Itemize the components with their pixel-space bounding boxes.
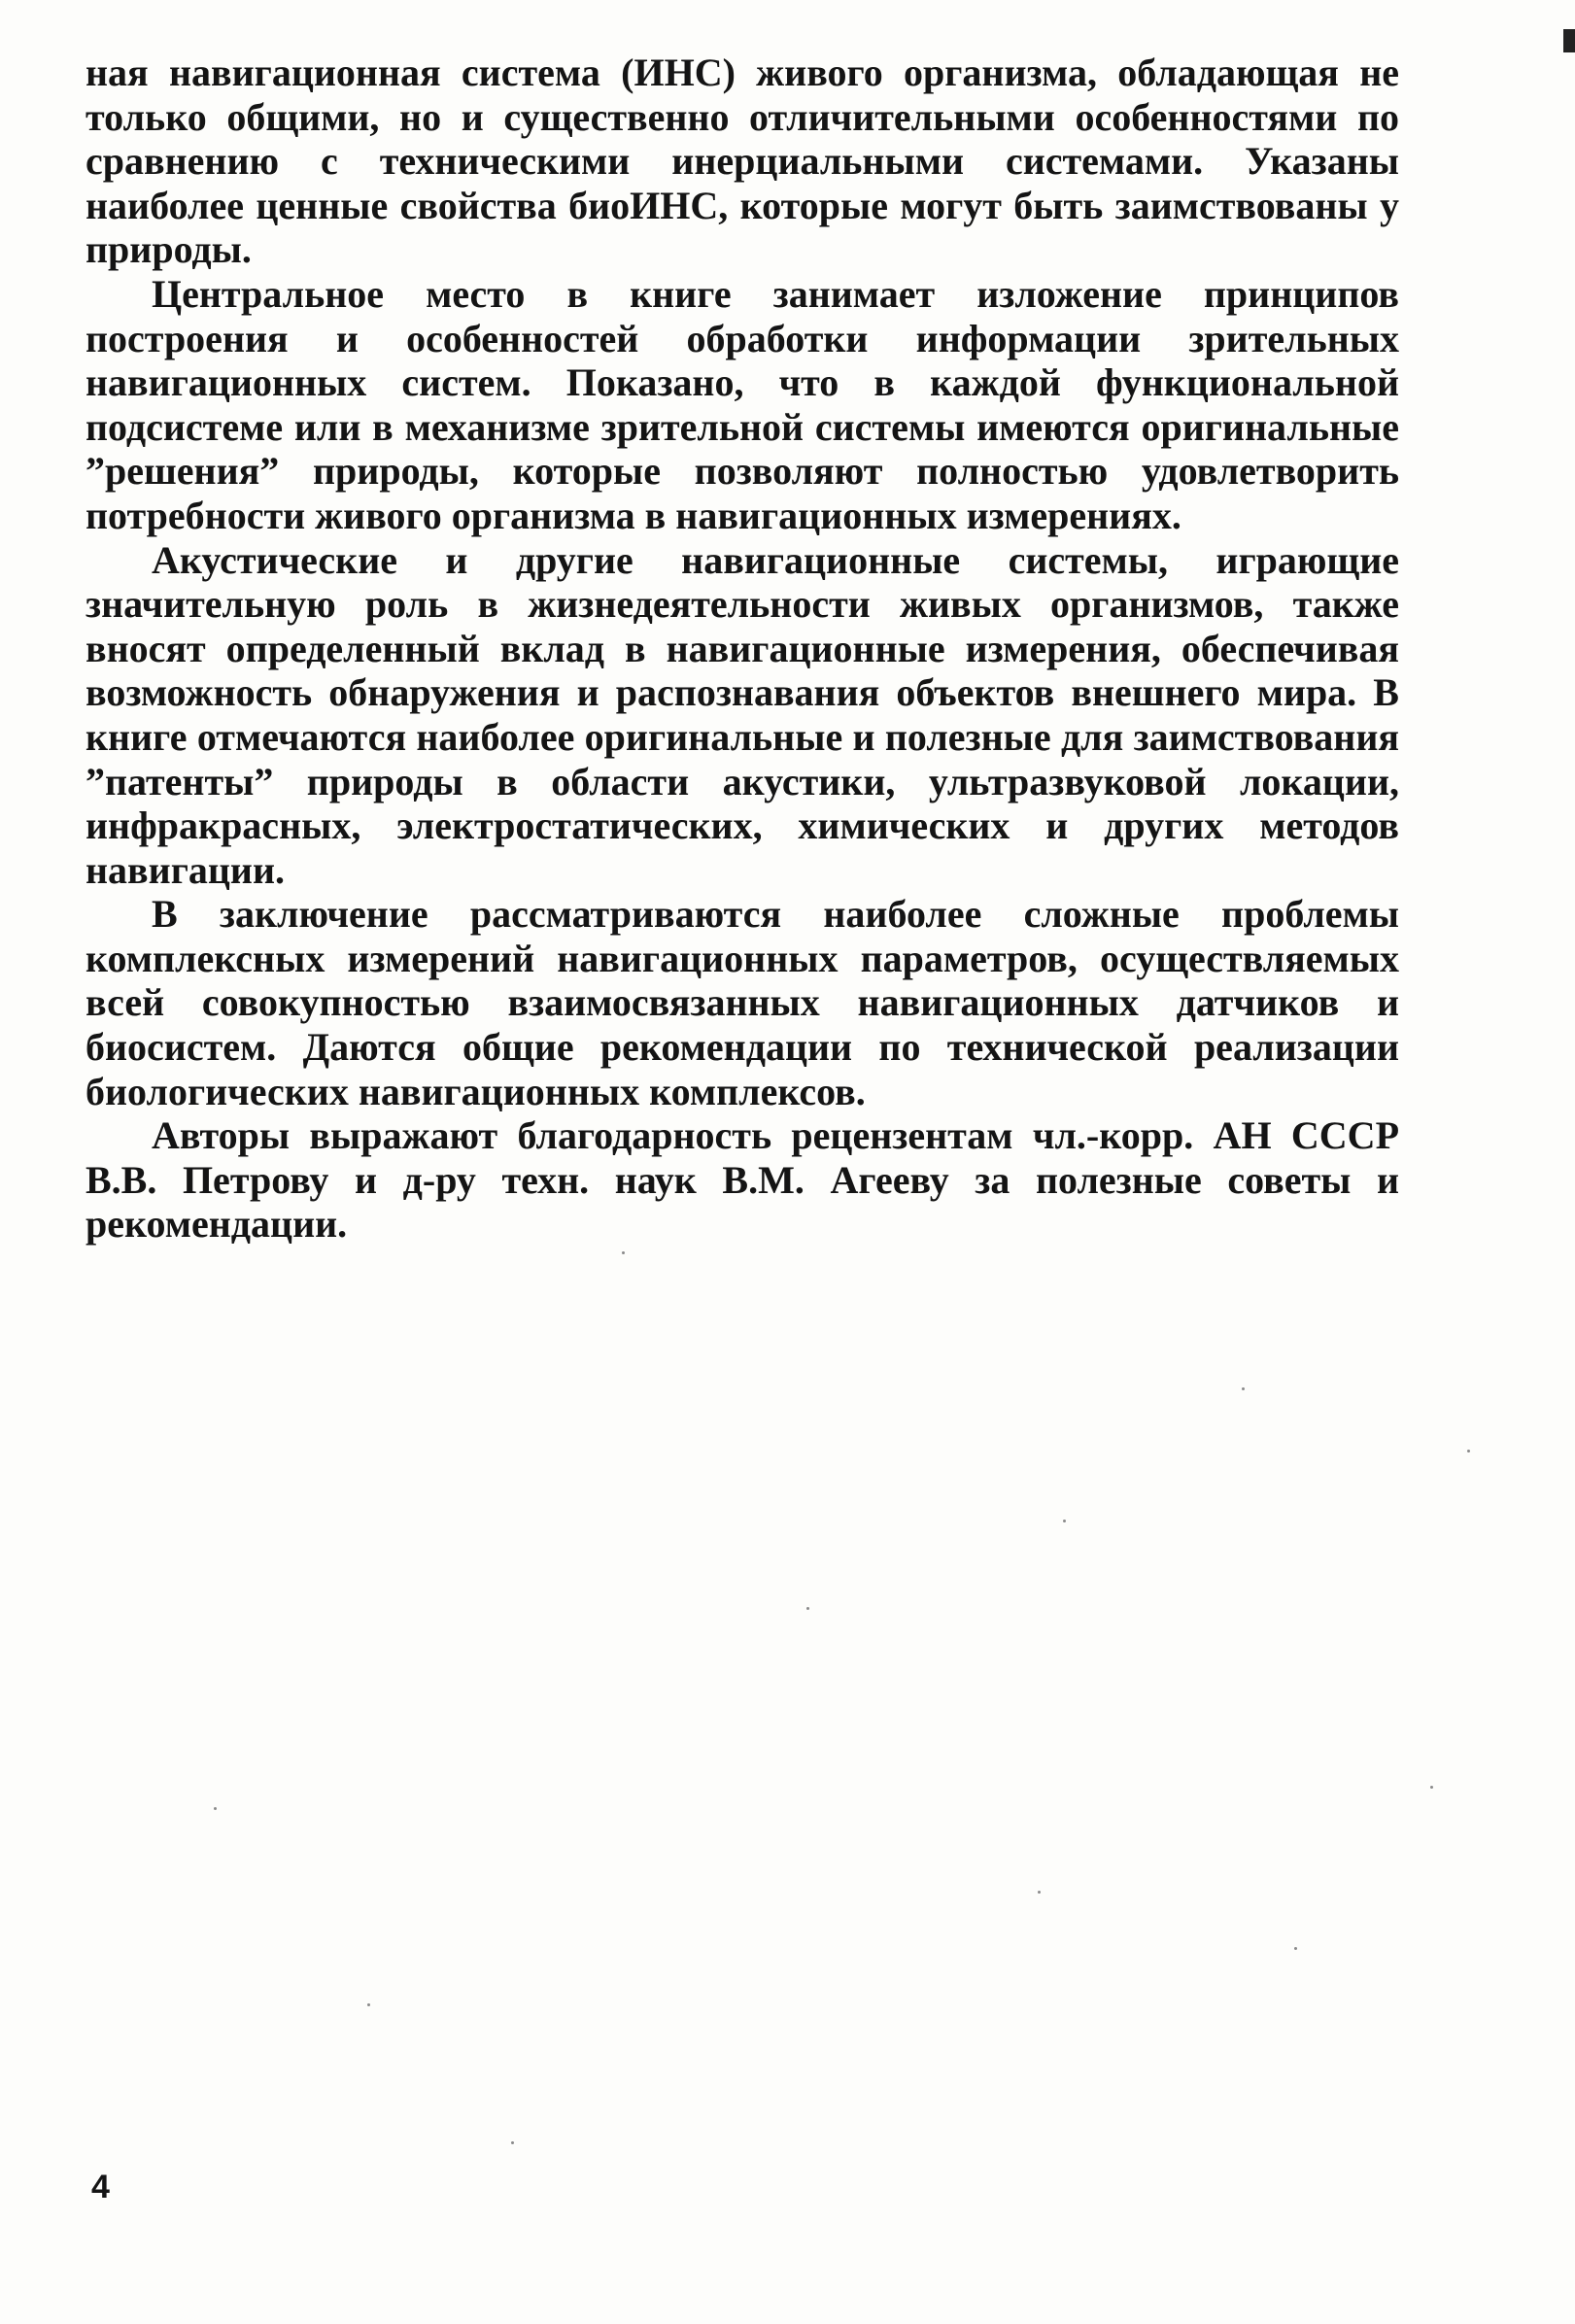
scan-speck: [1038, 1891, 1041, 1894]
scan-speck: [511, 2141, 514, 2144]
scan-speck: [1063, 1520, 1066, 1522]
paragraph-continuation: ная навигационная система (ИНС) живого организма, обладающая не только общими, но и существенно отличительными особенностями по сравнению с техническими инерциальными системами. Указаны наиболее ценные свойства биоИНС, которые могут быть заимствованы у природы.: [86, 51, 1399, 272]
scan-speck: [1294, 1947, 1297, 1950]
body-text: [86, 51, 1399, 1247]
scan-speck: [214, 1807, 217, 1810]
paragraph-conclusion: В заключение рассматриваются наиболее сложные проблемы комплексных измерений навигационных параметров, осуществляемых всей совокупностью взаимосвязанных навигационных датчиков и биосистем. Даются общие рекомендации по технической реализации биологических навигационных комплексов.: [86, 892, 1399, 1113]
paragraph-acknowledgements: Авторы выражают благодарность рецензентам чл.-корр. АН СССР В.В. Петрову и д-ру техн. наук В.М. Агееву за полезные советы и рекомендации.: [86, 1113, 1399, 1247]
paragraph-visual-systems: Центральное место в книге занимает изложение принципов построения и особенностей обработки информации зрительных навигационных систем. Показано, что в каждой функциональной подсистеме или в механизме зрительной системы имеются оригинальные ”решения” природы, которые позволяют полностью удовлетворить потребности живого организма в навигационных измерениях.: [86, 271, 1399, 537]
scan-speck: [1467, 1450, 1470, 1452]
paragraph-acoustic-systems: Акустические и другие навигационные системы, играющие значительную роль в жизнедеятельности живых организмов, также вносят определенный вклад в навигационные измерения, обеспечивая возможность обнаружения и распознавания объектов внешнего мира. В книге отмечаются наиболее оригинальные и полезные для заимствования ”патенты” природы в области акустики, ультразвуковой локации, инфракрасных, электростатических, химических и других методов навигации.: [86, 537, 1399, 892]
scan-speck: [1430, 1786, 1433, 1789]
scan-speck: [367, 2003, 370, 2006]
scan-speck: [622, 1251, 625, 1254]
page-number: 4: [91, 2169, 110, 2205]
scan-speck: [806, 1607, 809, 1610]
scan-edge-mark: [1563, 29, 1575, 52]
scan-speck: [1242, 1387, 1245, 1390]
